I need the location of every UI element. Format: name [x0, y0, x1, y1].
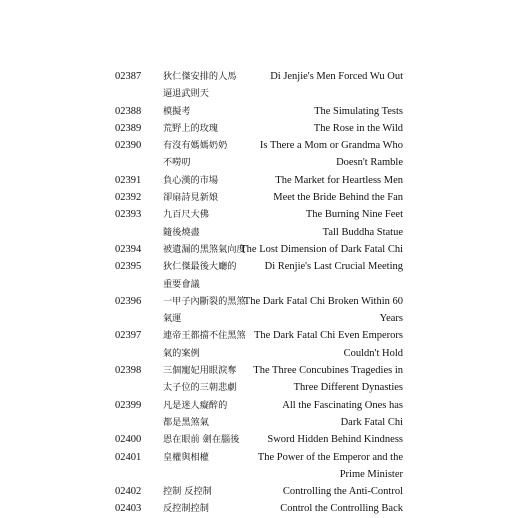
entry-number: 02388: [115, 105, 142, 117]
entry-english-title: Di Renjie's Last Crucial Meeting: [264, 261, 403, 273]
entry-number: 02395: [115, 261, 142, 273]
entry-chinese-title: 都是黑煞氣: [163, 416, 209, 428]
entry-line: [0, 293, 520, 310]
entry-chinese-title: 太子位的三朝悲劇: [163, 382, 237, 394]
entry-number: 02391: [115, 174, 142, 186]
entry-line: [0, 483, 520, 500]
entry-line: [0, 120, 520, 137]
entry-chinese-title: 凡是迷人癡醉的: [163, 399, 228, 411]
entry-line: [0, 500, 520, 517]
entry-english-title: All the Fascinating Ones has: [282, 399, 403, 411]
entry-chinese-title: 恩在眼前 劍在腦後: [163, 434, 240, 446]
list-item: [0, 293, 520, 328]
entry-line: [0, 345, 520, 362]
list-item: [0, 483, 520, 500]
entry-chinese-title: 模擬考: [163, 105, 191, 117]
entry-english-title: Years: [379, 313, 403, 325]
entry-number: 02398: [115, 365, 142, 377]
entry-english-title: Control the Controlling Back: [280, 503, 403, 515]
list-item: [0, 431, 520, 448]
entry-english-title: Doesn't Ramble: [336, 157, 403, 169]
list-item: [0, 327, 520, 362]
entry-number: 02400: [115, 434, 142, 446]
list-item: [0, 120, 520, 137]
entry-chinese-title: 隨後燒盡: [163, 226, 200, 238]
entry-number: 02392: [115, 192, 142, 204]
entry-english-title: The Rose in the Wild: [313, 122, 403, 134]
entry-number: 02394: [115, 243, 142, 255]
entry-chinese-title: 重要會議: [163, 278, 200, 290]
entry-line: [0, 189, 520, 206]
list-item: [0, 206, 520, 241]
list-item: [0, 68, 520, 103]
entry-chinese-title: 卻扇詩見新娘: [163, 192, 219, 204]
entry-line: [0, 414, 520, 431]
entry-line: [0, 397, 520, 414]
entry-english-title: Dark Fatal Chi: [340, 416, 403, 428]
entry-english-title: The Power of the Emperor and the: [257, 451, 403, 463]
entry-line: [0, 137, 520, 154]
entry-chinese-title: 被遺漏的黑煞氣向度: [163, 243, 246, 255]
entry-number: 02393: [115, 209, 142, 221]
entry-english-title: Sword Hidden Behind Kindness: [267, 434, 403, 446]
entry-english-title: The Simulating Tests: [314, 105, 403, 117]
entry-english-title: The Market for Heartless Men: [275, 174, 403, 186]
entry-number: 02387: [115, 71, 142, 82]
entry-line: [0, 276, 520, 293]
list-item: [0, 258, 520, 293]
entry-chinese-title: 連帝王都擋不住黑煞: [163, 330, 246, 342]
entry-chinese-title: 負心漢的市場: [163, 174, 219, 186]
entry-line: [0, 172, 520, 189]
list-item: [0, 189, 520, 206]
entry-chinese-title: 狄仁傑安排的人馬: [163, 71, 237, 82]
entry-number: 02397: [115, 330, 142, 342]
entry-english-title: The Dark Fatal Chi Broken Within 60: [243, 295, 403, 307]
entry-chinese-title: 氣運: [163, 313, 182, 325]
entry-line: [0, 85, 520, 102]
entry-number: 02401: [115, 451, 142, 463]
entry-line: [0, 431, 520, 448]
entry-number: 02389: [115, 122, 142, 134]
list-item: [0, 103, 520, 120]
list-item: [0, 172, 520, 189]
entry-chinese-title: 氣的案例: [163, 347, 200, 359]
entry-chinese-title: 狄仁傑最後大廳的: [163, 261, 237, 273]
entry-line: [0, 241, 520, 258]
list-item: [0, 449, 520, 484]
entry-line: [0, 103, 520, 120]
entry-line: [0, 449, 520, 466]
entry-chinese-title: 有沒有媽媽奶奶: [163, 140, 228, 152]
entry-number: 02399: [115, 399, 142, 411]
entry-chinese-title: 控制 反控制: [163, 486, 212, 498]
entry-chinese-title: 九百尺大佛: [163, 209, 209, 221]
entry-english-title: Tall Buddha Statue: [322, 226, 403, 238]
entry-line: [0, 224, 520, 241]
entry-number: 02403: [115, 503, 142, 515]
entry-english-title: The Three Concubines Tragedies in: [253, 365, 403, 377]
entry-chinese-title: 不嘮叨: [163, 157, 191, 169]
entry-english-title: Couldn't Hold: [343, 347, 403, 359]
entry-english-title: Controlling the Anti-Control: [282, 486, 403, 498]
entry-line: [0, 327, 520, 344]
list-item: [0, 362, 520, 397]
list-item: [0, 137, 520, 172]
entry-english-title: Di Jenjie's Men Forced Wu Out: [270, 71, 403, 82]
entry-english-title: Meet the Bride Behind the Fan: [273, 192, 403, 204]
entry-english-title: The Burning Nine Feet: [305, 209, 403, 221]
entry-number: 02396: [115, 295, 142, 307]
entry-number: 02390: [115, 140, 142, 152]
entry-english-title: Is There a Mom or Grandma Who: [259, 140, 403, 152]
entry-line: [0, 310, 520, 327]
entry-line: [0, 258, 520, 275]
entry-line: [0, 68, 520, 85]
entry-english-title: The Dark Fatal Chi Even Emperors: [254, 330, 403, 342]
entry-line: [0, 154, 520, 171]
title-list: [0, 68, 520, 518]
entry-chinese-title: 荒野上的玫瑰: [163, 122, 219, 134]
list-item: [0, 397, 520, 432]
entry-chinese-title: 反控制控制: [163, 503, 209, 515]
entry-line: [0, 206, 520, 223]
entry-line: [0, 466, 520, 483]
entry-line: [0, 379, 520, 396]
list-item: [0, 241, 520, 258]
entry-chinese-title: 一甲子內斷裂的黑煞: [163, 295, 246, 307]
entry-line: [0, 362, 520, 379]
list-item: [0, 500, 520, 517]
entry-english-title: Prime Minister: [339, 468, 403, 480]
entry-chinese-title: 三個寵妃用眼淚奪: [163, 365, 237, 377]
entry-english-title: Three Different Dynasties: [293, 382, 403, 394]
entry-number: 02402: [115, 486, 142, 498]
entry-chinese-title: 逼退武則天: [163, 88, 209, 100]
entry-english-title: The Lost Dimension of Dark Fatal Chi: [240, 243, 403, 255]
entry-chinese-title: 皇權與相權: [163, 451, 209, 463]
